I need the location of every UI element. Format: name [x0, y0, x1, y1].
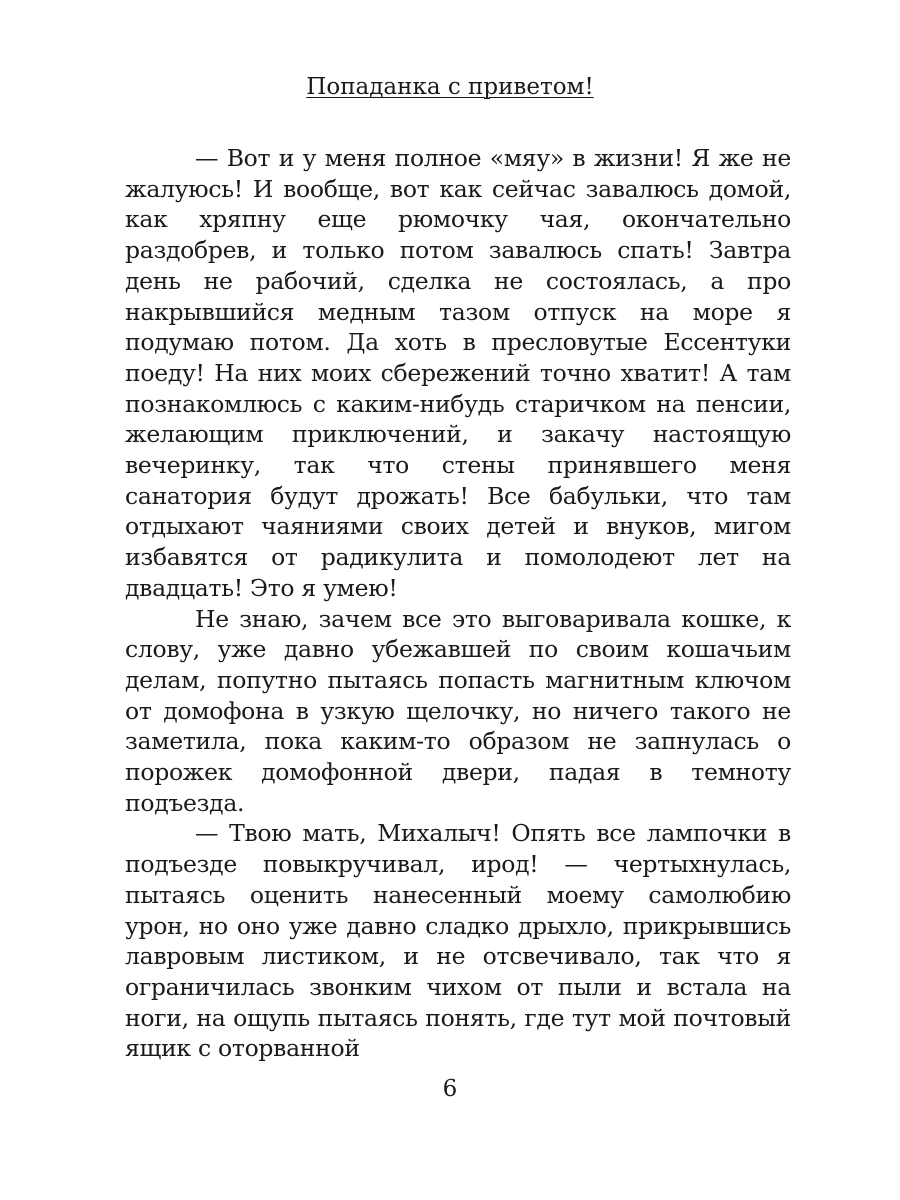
- paragraph: — Вот и у меня полное «мяу» в жизни! Я же не жалуюсь! И вообще, вот как сейчас завалюсь домой, как хряпну еще рюмочку чая, окончательно раздобрев, и только потом завалюсь спать! Завтра день не рабочий, сделка не состоялась, а про накрывшийся медным тазом отпуск на море я подумаю потом. Да хоть в пресловутые Ессентуки поеду! На них моих сбережений точно хватит! А там познакомлюсь с каким-нибудь старичком на пенсии, желающим приключений, и закачу настоящую вечеринку, так что стены принявшего меня санатория будут дрожать! Все бабульки, что там отдыхают чаяниями своих детей и внуков, мигом избавятся от радикулита и помолодеют лет на двадцать! Это я умею!: [125, 144, 791, 602]
- paragraph: — Твою мать, Михалыч! Опять все лампочки в подъезде повыкручивал, ирод! — чертыхнулась, пытаясь оценить нанесенный моему самолюбию урон, но оно уже давно сладко дрыхло, прикрывшись лавровым листиком, и не отсвечивало, так что я ограничилась звонким чихом от пыли и встала на ноги, на ощупь пытаясь понять, где тут мой почтовый ящик с оторванной: [125, 819, 791, 1063]
- paragraph: Не знаю, зачем все это выговаривала кошке, к слову, уже давно убежавшей по своим кошачьим делам, попутно пытаясь попасть магнитным ключом от домофона в узкую щелочку, но ничего такого не заметила, пока каким-то образом не запнулась о порожек домофонной двери, падая в темноту подъезда.: [125, 604, 791, 817]
- body-text: [125, 143, 791, 1064]
- page-number: 6: [442, 1076, 458, 1102]
- book-title: Попаданка с приветом!: [306, 74, 594, 100]
- running-head: [0, 72, 900, 102]
